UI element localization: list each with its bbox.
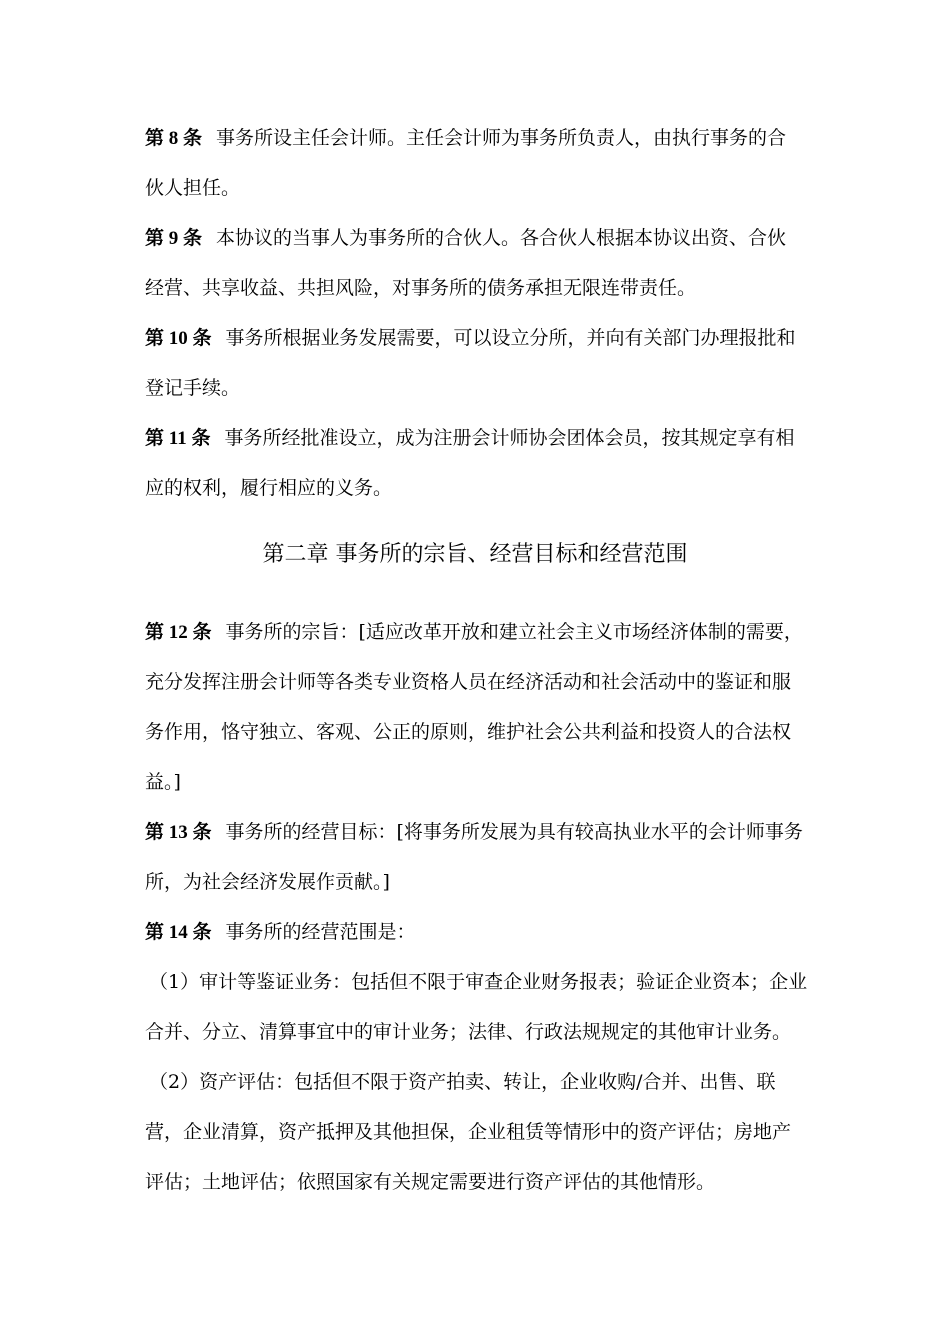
article-10-line-1 — [145, 326, 815, 351]
article-13-line-1 — [145, 820, 815, 845]
article-12-line-4: 益。] — [145, 771, 181, 793]
article-14-text: 事务所的经营范围是： — [225, 921, 416, 943]
article-12-line-3: 务作用，恪守独立、客观、公正的原则，维护社会公共利益和投资人的合法权 — [145, 721, 792, 743]
article-14-label: 第 14 条 — [145, 922, 212, 943]
article-10-line-2: 登记手续。 — [145, 377, 241, 399]
article-9-line-2: 经营、共享收益、共担风险，对事务所的债务承担无限连带责任。 — [145, 277, 697, 299]
article-8-line-2: 伙人担任。 — [145, 177, 241, 199]
article-10-label: 第 10 条 — [145, 328, 212, 349]
article-9-line-1 — [145, 226, 815, 251]
article-11-line-1 — [145, 426, 815, 451]
scope-item-1-line-2: 合并、分立、清算事宜中的审计业务；法律、行政法规规定的其他审计业务。 — [145, 1021, 792, 1043]
article-11-text: 事务所经批准设立，成为注册会计师协会团体会员，按其规定享有相 — [224, 427, 795, 449]
article-9-label: 第 9 条 — [145, 228, 203, 249]
article-8-text: 事务所设主任会计师。主任会计师为事务所负责人，由执行事务的合 — [216, 127, 787, 149]
article-10-text: 事务所根据业务发展需要，可以设立分所，并向有关部门办理报批和 — [225, 327, 796, 349]
article-13-text: 事务所的经营目标：[将事务所发展为具有较高执业水平的会计师事务 — [225, 821, 803, 843]
article-12-line-2: 充分发挥注册会计师等各类专业资格人员在经济活动和社会活动中的鉴证和服 — [145, 671, 792, 693]
article-12-label: 第 12 条 — [145, 622, 212, 643]
article-13-label: 第 13 条 — [145, 822, 212, 843]
article-12-text: 事务所的宗旨：[适应改革开放和建立社会主义市场经济体制的需要， — [225, 621, 803, 643]
article-9-text: 本协议的当事人为事务所的合伙人。各合伙人根据本协议出资、合伙 — [216, 227, 787, 249]
article-11-label: 第 11 条 — [145, 428, 211, 449]
chapter-heading: 第二章 事务所的宗旨、经营目标和经营范围 — [262, 542, 688, 567]
scope-item-2-line-3: 评估；土地评估；依照国家有关规定需要进行资产评估的其他情形。 — [145, 1171, 716, 1193]
scope-item-2-line-1: （2）资产评估：包括但不限于资产拍卖、转让，企业收购/合并、出售、联 — [149, 1071, 776, 1093]
article-12-line-1 — [145, 620, 815, 645]
scope-item-2-line-2: 营，企业清算，资产抵押及其他担保，企业租赁等情形中的资产评估；房地产 — [145, 1121, 792, 1143]
article-14-line-1 — [145, 920, 815, 945]
article-8-label: 第 8 条 — [145, 128, 203, 149]
article-8-line-1 — [145, 126, 815, 151]
article-13-line-2: 所，为社会经济发展作贡献。] — [145, 871, 390, 893]
article-11-line-2: 应的权利，履行相应的义务。 — [145, 477, 393, 499]
scope-item-1-line-1: （1）审计等鉴证业务：包括但不限于审查企业财务报表；验证企业资本；企业 — [149, 971, 808, 993]
